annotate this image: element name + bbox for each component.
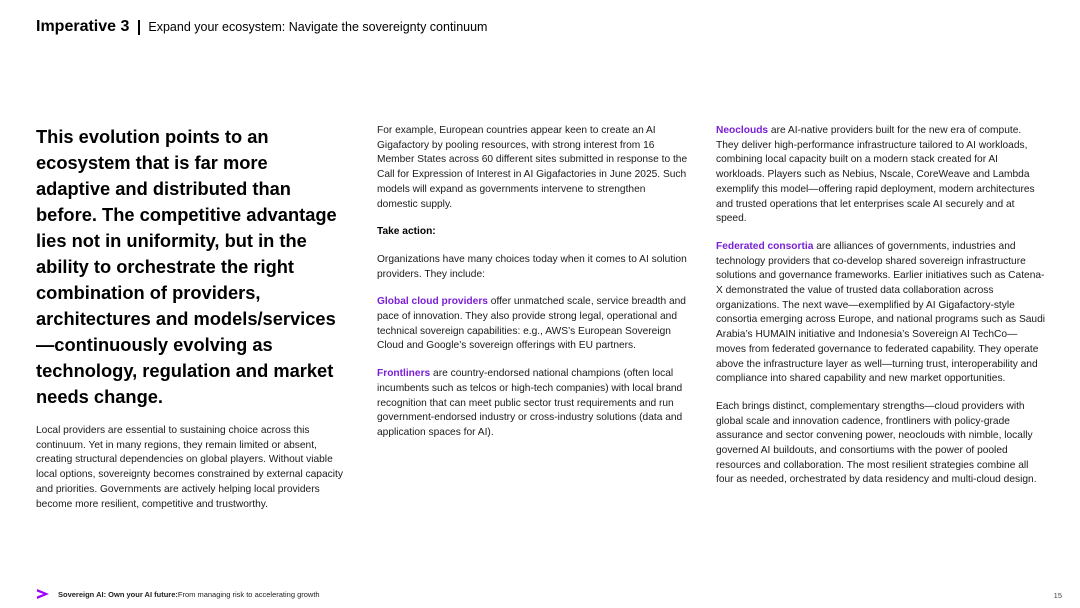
imperative-title: Imperative 3 xyxy=(36,18,130,35)
global-cloud-label: Global cloud providers xyxy=(377,296,488,308)
frontliners-label: Frontliners xyxy=(377,368,431,380)
page-number: 15 xyxy=(1053,591,1062,600)
gigafactory-paragraph: For example, European countries appear keen to create an AI Gigafactory by pooling resources, with strong interest from 16 Member States across 60 different sites submitted in response to the Call for Expression of Interest in AI Gigafactories in June 2025. Such models will expand as governments intervene to strengthen domestic supply. xyxy=(377,125,688,210)
frontliners-paragraph xyxy=(377,367,689,441)
choices-paragraph: Organizations have many choices today when it comes to AI solution providers. They include: xyxy=(377,253,687,280)
take-action-heading: Take action: xyxy=(377,226,436,238)
federated-label: Federated consortia xyxy=(716,240,814,252)
federated-paragraph xyxy=(716,240,1046,387)
neoclouds-label: Neoclouds xyxy=(716,125,769,136)
accenture-chevron-logo-icon xyxy=(36,588,50,600)
footer-tagline: From managing risk to accelerating growth xyxy=(177,589,320,599)
left-column xyxy=(36,124,346,512)
frontliners-text: are country-endorsed national champions (often local incumbents such as telcos or high-tech companies) with local brand recognition that can meet public sector trust requirements and run government-endorsed industry or cross-industry solutions (data and application spaces for AI). xyxy=(377,368,683,438)
page-footer xyxy=(36,588,320,600)
header-divider xyxy=(138,20,140,35)
imperative-subtitle: Expand your ecosystem: Navigate the sovereignty continuum xyxy=(148,20,488,34)
global-cloud-paragraph xyxy=(377,295,689,354)
footer-report-title: Sovereign AI: Own your AI future: xyxy=(58,589,178,599)
neoclouds-text: are AI-native providers built for the new era of compute. They deliver high-performance infrastructure tailored to AI workloads, combining local capacity built on a modern stack created for AI workloads. Players such as Nebius, Nscale, CoreWeave and Lambda exemplify this model—offering rapid deployment, modern architectures and trusted operations that let enterprises scale AI securely and at speed. xyxy=(716,125,1035,225)
neoclouds-paragraph xyxy=(716,124,1046,227)
federated-text: are alliances of governments, industries and technology providers that co-develop shared sovereign infrastructure solutions and governance frameworks. Earlier initiatives such as Catena-X demonstrated the value of trusted data collaboration across organizations. The next wave—exemplified by AI Gigafactory-style consortia emerging across Europe, and national programs such as Saudi Arabia’s HUMAIN initiative and Indonesia’s Sovereign AI TechCo—moves from federated governance to federated capability. They operate above the infrastructure layer as well—turning trust, interoperability and compliance into shared capability and new market opportunities. xyxy=(716,240,1046,385)
local-providers-paragraph: Local providers are essential to sustaining choice across this continuum. Yet in many regions, they remain limited or absent, creating structural dependencies on global players. Without viable local options, sovereignty becomes constrained by external capacity and priorities. Governments are actively helping local providers become more resilient, competitive and trustworthy. xyxy=(36,425,343,510)
right-column xyxy=(716,124,1046,501)
summary-paragraph: Each brings distinct, complementary strengths—cloud providers with global scale and innovation cadence, frontliners with policy-grade assurance and sector convening power, neoclouds with nimble, locally governed AI buildouts, and consortiums with the power of pooled resources and collaboration. The most resilient strategies combine all four as needed, orchestrated by data residency and multi-cloud design. xyxy=(716,400,1037,486)
page-header xyxy=(36,18,487,36)
middle-column xyxy=(377,124,689,454)
lead-statement: This evolution points to an ecosystem that is far more adaptive and distributed than before. The competitive advantage lies not in uniformity, but in the ability to orchestrate the right combination of providers, architectures and models/services—continuously evolving as technology, regulation and market needs change. xyxy=(36,126,337,407)
global-cloud-text: offer unmatched scale, service breadth and pace of innovation. They also provide strong legal, operational and technical sovereign capabilities: e.g., AWS’s European Sovereign Cloud and Google’s sovereign offerings with EU partners. xyxy=(377,296,686,352)
